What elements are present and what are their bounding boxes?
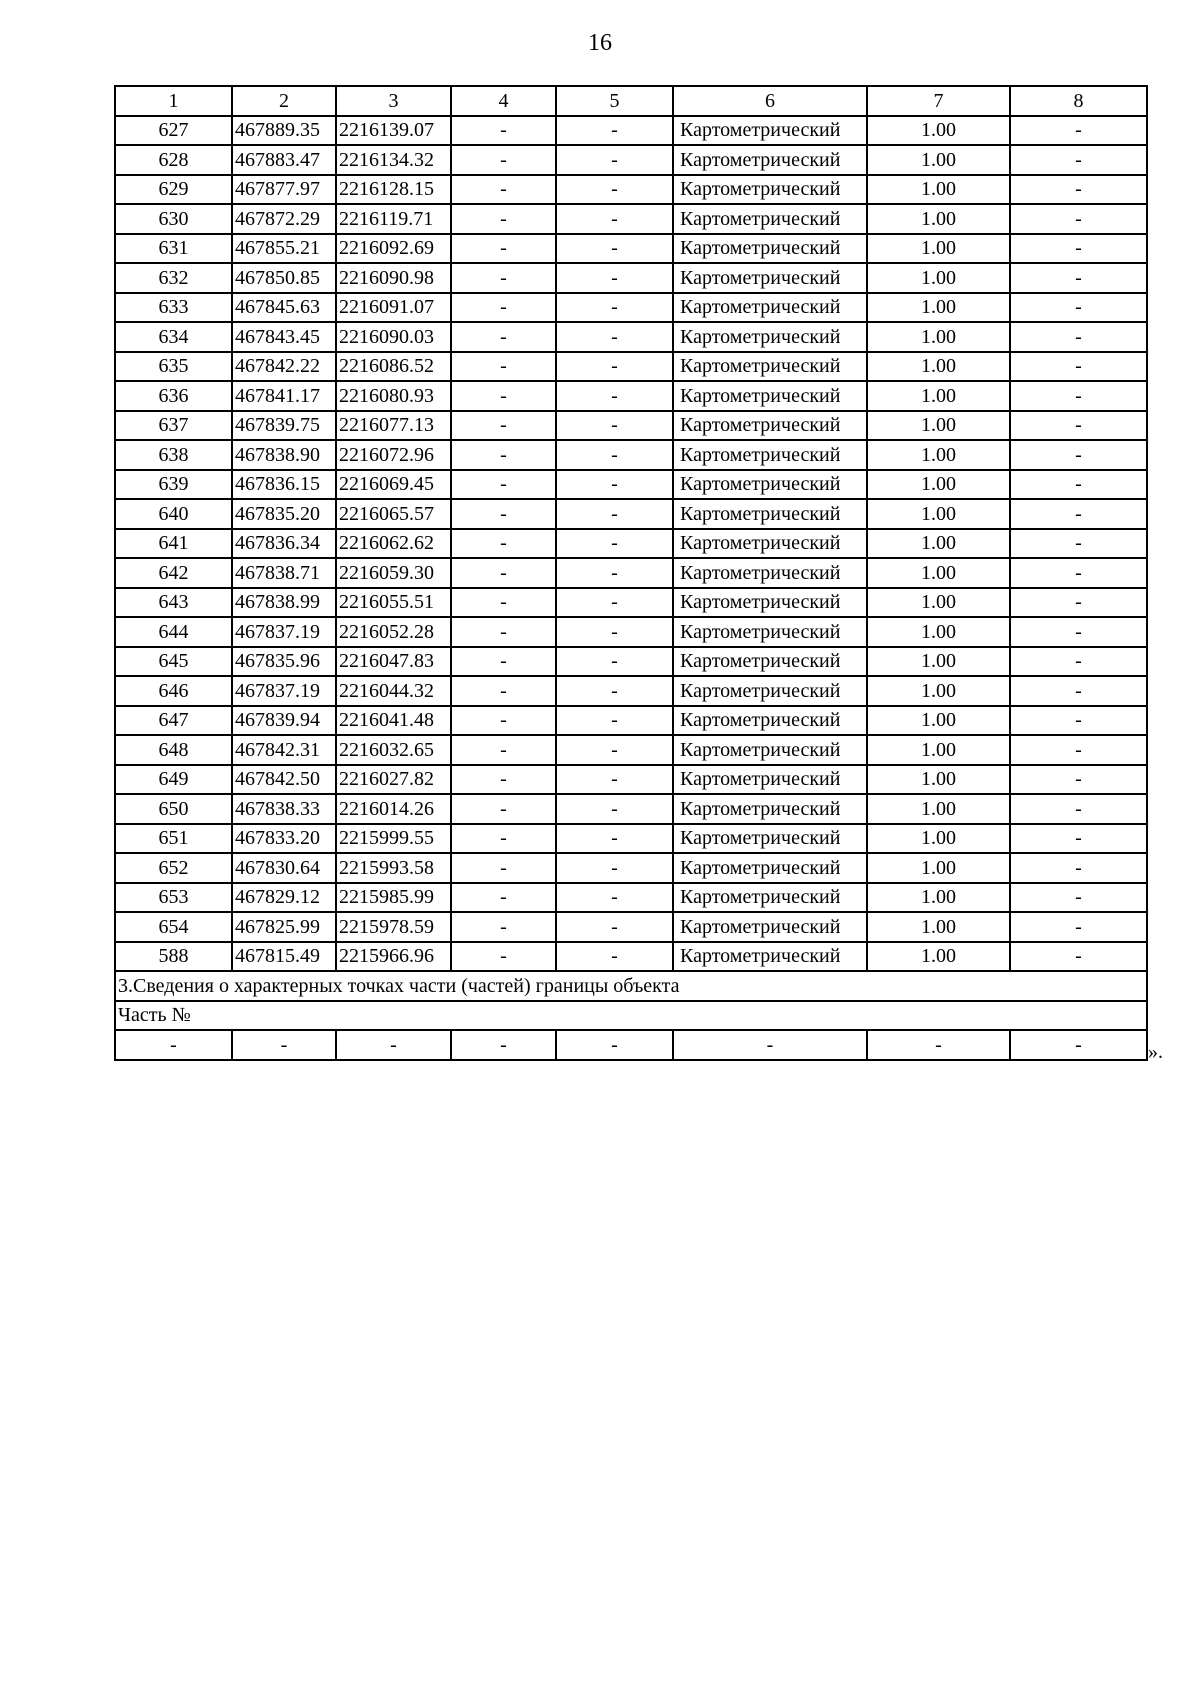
table-cell: - bbox=[336, 1030, 451, 1060]
table-cell: 2216014.26 bbox=[336, 794, 451, 824]
empty-row bbox=[115, 1030, 1147, 1060]
table-cell: - bbox=[451, 647, 556, 677]
table-cell: - bbox=[1010, 588, 1147, 618]
table-cell: 2216062.62 bbox=[336, 529, 451, 559]
table-cell: 467845.63 bbox=[232, 293, 336, 323]
table-row bbox=[115, 234, 1147, 264]
table-cell: 632 bbox=[115, 263, 232, 293]
table-cell: - bbox=[451, 794, 556, 824]
section-row bbox=[115, 971, 1147, 1001]
table-cell: - bbox=[556, 322, 673, 352]
table-cell: - bbox=[1010, 470, 1147, 500]
table-cell: 467842.22 bbox=[232, 352, 336, 382]
table-cell: - bbox=[556, 942, 673, 972]
table-cell: - bbox=[451, 352, 556, 382]
table-cell: 631 bbox=[115, 234, 232, 264]
table-row bbox=[115, 558, 1147, 588]
table-cell: 1.00 bbox=[867, 322, 1010, 352]
table-cell: 1.00 bbox=[867, 942, 1010, 972]
table-cell: 1.00 bbox=[867, 912, 1010, 942]
table-cell: 648 bbox=[115, 735, 232, 765]
table-cell: - bbox=[1010, 942, 1147, 972]
table-cell: - bbox=[1010, 440, 1147, 470]
table-cell: 654 bbox=[115, 912, 232, 942]
header-row bbox=[115, 86, 1147, 116]
table-cell: - bbox=[556, 499, 673, 529]
table-row bbox=[115, 617, 1147, 647]
table-cell: 2216134.32 bbox=[336, 145, 451, 175]
table-cell: - bbox=[451, 765, 556, 795]
header-cell: 1 bbox=[115, 86, 232, 116]
table-cell: Картометрический bbox=[673, 440, 867, 470]
table-cell: - bbox=[556, 824, 673, 854]
table-cell: 1.00 bbox=[867, 204, 1010, 234]
table-row bbox=[115, 853, 1147, 883]
table-cell: 467889.35 bbox=[232, 116, 336, 146]
table-cell: - bbox=[673, 1030, 867, 1060]
table-row bbox=[115, 470, 1147, 500]
table-row bbox=[115, 116, 1147, 146]
table-cell: 2216047.83 bbox=[336, 647, 451, 677]
table-cell: 1.00 bbox=[867, 234, 1010, 264]
table-row bbox=[115, 883, 1147, 913]
table-cell: 2216027.82 bbox=[336, 765, 451, 795]
table-cell: 2215993.58 bbox=[336, 853, 451, 883]
table-row bbox=[115, 588, 1147, 618]
table-cell: 1.00 bbox=[867, 499, 1010, 529]
table-cell: - bbox=[556, 617, 673, 647]
table-row bbox=[115, 381, 1147, 411]
table-cell: - bbox=[1010, 706, 1147, 736]
table-cell: 467838.99 bbox=[232, 588, 336, 618]
table-cell: Картометрический bbox=[673, 322, 867, 352]
table-cell: 2216072.96 bbox=[336, 440, 451, 470]
page-number: 16 bbox=[588, 30, 612, 56]
table-cell: Картометрический bbox=[673, 411, 867, 441]
part-label: Часть № bbox=[115, 1001, 1147, 1031]
table-cell: 467877.97 bbox=[232, 175, 336, 205]
table-cell: Картометрический bbox=[673, 499, 867, 529]
table-cell: - bbox=[1010, 352, 1147, 382]
table-cell: - bbox=[451, 322, 556, 352]
table-cell: 2216041.48 bbox=[336, 706, 451, 736]
table-cell: 467836.15 bbox=[232, 470, 336, 500]
table-cell: - bbox=[451, 824, 556, 854]
table-cell: - bbox=[451, 470, 556, 500]
table-cell: 1.00 bbox=[867, 529, 1010, 559]
table-cell: 467836.34 bbox=[232, 529, 336, 559]
table-cell: - bbox=[556, 883, 673, 913]
table-cell: 2216080.93 bbox=[336, 381, 451, 411]
table-row bbox=[115, 765, 1147, 795]
table-row bbox=[115, 352, 1147, 382]
table-cell: 1.00 bbox=[867, 558, 1010, 588]
table-row bbox=[115, 912, 1147, 942]
table-cell: - bbox=[451, 529, 556, 559]
table-row bbox=[115, 794, 1147, 824]
table-cell: 467825.99 bbox=[232, 912, 336, 942]
table-cell: - bbox=[556, 234, 673, 264]
table-cell: Картометрический bbox=[673, 735, 867, 765]
table-cell: - bbox=[451, 883, 556, 913]
table-cell: 1.00 bbox=[867, 116, 1010, 146]
table-cell: - bbox=[1010, 853, 1147, 883]
table-cell: Картометрический bbox=[673, 558, 867, 588]
table-row bbox=[115, 706, 1147, 736]
table-cell: - bbox=[451, 263, 556, 293]
table-row bbox=[115, 263, 1147, 293]
table-cell: - bbox=[1010, 499, 1147, 529]
table-cell: - bbox=[556, 706, 673, 736]
table-row bbox=[115, 735, 1147, 765]
table-cell: - bbox=[1010, 263, 1147, 293]
table-cell: - bbox=[451, 145, 556, 175]
table-cell: 633 bbox=[115, 293, 232, 323]
table-cell: 1.00 bbox=[867, 352, 1010, 382]
header-cell: 4 bbox=[451, 86, 556, 116]
table-row bbox=[115, 204, 1147, 234]
table-cell: 467838.90 bbox=[232, 440, 336, 470]
table-cell: - bbox=[451, 676, 556, 706]
table-cell: 1.00 bbox=[867, 175, 1010, 205]
table-cell: 2216055.51 bbox=[336, 588, 451, 618]
table-cell: 2216086.52 bbox=[336, 352, 451, 382]
table-cell: 467835.96 bbox=[232, 647, 336, 677]
table-row bbox=[115, 175, 1147, 205]
table-cell: 2216128.15 bbox=[336, 175, 451, 205]
table-cell: - bbox=[115, 1030, 232, 1060]
table-cell: 467850.85 bbox=[232, 263, 336, 293]
table-cell: 642 bbox=[115, 558, 232, 588]
table-cell: - bbox=[1010, 234, 1147, 264]
table-cell: - bbox=[451, 411, 556, 441]
table-cell: - bbox=[556, 1030, 673, 1060]
table-cell: 649 bbox=[115, 765, 232, 795]
table-cell: 467830.64 bbox=[232, 853, 336, 883]
table-cell: - bbox=[556, 558, 673, 588]
table-cell: 467883.47 bbox=[232, 145, 336, 175]
table-cell: 1.00 bbox=[867, 794, 1010, 824]
table-cell: 2215985.99 bbox=[336, 883, 451, 913]
table-cell: 645 bbox=[115, 647, 232, 677]
table-cell: 2215978.59 bbox=[336, 912, 451, 942]
table-cell: Картометрический bbox=[673, 706, 867, 736]
table-cell: - bbox=[451, 558, 556, 588]
table-cell: - bbox=[1010, 145, 1147, 175]
header-cell: 7 bbox=[867, 86, 1010, 116]
table-cell: Картометрический bbox=[673, 794, 867, 824]
table-row bbox=[115, 942, 1147, 972]
table-cell: Картометрический bbox=[673, 470, 867, 500]
table-cell: Картометрический bbox=[673, 883, 867, 913]
table-cell: Картометрический bbox=[673, 175, 867, 205]
table-cell: 1.00 bbox=[867, 617, 1010, 647]
table-cell: - bbox=[556, 440, 673, 470]
table-cell: 467829.12 bbox=[232, 883, 336, 913]
table-cell: - bbox=[556, 263, 673, 293]
table-cell: 1.00 bbox=[867, 883, 1010, 913]
part-row bbox=[115, 1001, 1147, 1031]
table-cell: 467838.71 bbox=[232, 558, 336, 588]
table-cell: Картометрический bbox=[673, 263, 867, 293]
table-cell: 467855.21 bbox=[232, 234, 336, 264]
table-cell: 2216065.57 bbox=[336, 499, 451, 529]
table-cell: 637 bbox=[115, 411, 232, 441]
closing-quote: ». bbox=[1148, 1041, 1163, 1063]
table-cell: 1.00 bbox=[867, 293, 1010, 323]
table-cell: - bbox=[1010, 735, 1147, 765]
table-row bbox=[115, 676, 1147, 706]
table-cell: 467842.31 bbox=[232, 735, 336, 765]
table-cell: Картометрический bbox=[673, 912, 867, 942]
table-cell: 643 bbox=[115, 588, 232, 618]
table-cell: - bbox=[1010, 912, 1147, 942]
table-cell: - bbox=[556, 352, 673, 382]
table-cell: - bbox=[451, 204, 556, 234]
table-cell: - bbox=[1010, 558, 1147, 588]
table-cell: - bbox=[451, 499, 556, 529]
table-row bbox=[115, 824, 1147, 854]
table-cell: Картометрический bbox=[673, 352, 867, 382]
table-cell: - bbox=[451, 942, 556, 972]
table-cell: 630 bbox=[115, 204, 232, 234]
table-cell: 2216052.28 bbox=[336, 617, 451, 647]
table-cell: - bbox=[556, 853, 673, 883]
table-cell: 1.00 bbox=[867, 647, 1010, 677]
table-cell: 653 bbox=[115, 883, 232, 913]
table-cell: - bbox=[556, 411, 673, 441]
table-cell: 467837.19 bbox=[232, 676, 336, 706]
table-cell: 652 bbox=[115, 853, 232, 883]
table-cell: - bbox=[556, 381, 673, 411]
table-cell: - bbox=[556, 470, 673, 500]
table-cell: - bbox=[1010, 529, 1147, 559]
table-cell: 1.00 bbox=[867, 706, 1010, 736]
table-row bbox=[115, 440, 1147, 470]
table-row bbox=[115, 529, 1147, 559]
header-cell: 5 bbox=[556, 86, 673, 116]
table-cell: - bbox=[451, 735, 556, 765]
table-cell: 638 bbox=[115, 440, 232, 470]
table-cell: 640 bbox=[115, 499, 232, 529]
table-cell: 467835.20 bbox=[232, 499, 336, 529]
table-cell: 1.00 bbox=[867, 735, 1010, 765]
table-cell: - bbox=[1010, 293, 1147, 323]
table-cell: 2216059.30 bbox=[336, 558, 451, 588]
table-cell: - bbox=[1010, 647, 1147, 677]
table-cell: 1.00 bbox=[867, 853, 1010, 883]
table-cell: - bbox=[451, 381, 556, 411]
table-cell: 1.00 bbox=[867, 440, 1010, 470]
table-cell: 644 bbox=[115, 617, 232, 647]
table-row bbox=[115, 647, 1147, 677]
table-cell: 646 bbox=[115, 676, 232, 706]
table-cell: 650 bbox=[115, 794, 232, 824]
table-cell: - bbox=[451, 588, 556, 618]
table-cell: - bbox=[556, 765, 673, 795]
table-cell: 2216119.71 bbox=[336, 204, 451, 234]
table-cell: - bbox=[556, 116, 673, 146]
table-cell: - bbox=[451, 175, 556, 205]
table-cell: - bbox=[1010, 1030, 1147, 1060]
table-cell: 467815.49 bbox=[232, 942, 336, 972]
table-cell: - bbox=[1010, 676, 1147, 706]
table-cell: - bbox=[556, 735, 673, 765]
coordinates-table bbox=[114, 85, 1148, 1061]
table-row bbox=[115, 293, 1147, 323]
table-cell: 2215966.96 bbox=[336, 942, 451, 972]
section-title: 3.Сведения о характерных точках части (частей) границы объекта bbox=[115, 971, 1147, 1001]
table-cell: - bbox=[451, 116, 556, 146]
table-cell: 1.00 bbox=[867, 470, 1010, 500]
table-cell: 467838.33 bbox=[232, 794, 336, 824]
table-cell: 2216139.07 bbox=[336, 116, 451, 146]
table-cell: - bbox=[451, 706, 556, 736]
table-cell: 2216091.07 bbox=[336, 293, 451, 323]
table-cell: 1.00 bbox=[867, 263, 1010, 293]
table-cell: 639 bbox=[115, 470, 232, 500]
table-cell: - bbox=[451, 234, 556, 264]
header-cell: 2 bbox=[232, 86, 336, 116]
table-cell: 1.00 bbox=[867, 824, 1010, 854]
table-cell: Картометрический bbox=[673, 145, 867, 175]
table-row bbox=[115, 499, 1147, 529]
table-cell: 1.00 bbox=[867, 411, 1010, 441]
table-cell: - bbox=[1010, 617, 1147, 647]
table-cell: - bbox=[451, 912, 556, 942]
table-cell: 2216092.69 bbox=[336, 234, 451, 264]
table-cell: - bbox=[556, 529, 673, 559]
table-cell: 588 bbox=[115, 942, 232, 972]
table-cell: 467833.20 bbox=[232, 824, 336, 854]
table-cell: 1.00 bbox=[867, 381, 1010, 411]
table-cell: Картометрический bbox=[673, 381, 867, 411]
table-cell: - bbox=[556, 293, 673, 323]
table-cell: - bbox=[1010, 175, 1147, 205]
table-cell: 1.00 bbox=[867, 145, 1010, 175]
table-cell: 467842.50 bbox=[232, 765, 336, 795]
table-cell: Картометрический bbox=[673, 853, 867, 883]
table-cell: 467872.29 bbox=[232, 204, 336, 234]
table-cell: - bbox=[1010, 765, 1147, 795]
table-cell: Картометрический bbox=[673, 676, 867, 706]
table-cell: Картометрический bbox=[673, 942, 867, 972]
table-cell: 2216090.98 bbox=[336, 263, 451, 293]
table-cell: Картометрический bbox=[673, 765, 867, 795]
table-cell: - bbox=[451, 853, 556, 883]
table-cell: - bbox=[451, 440, 556, 470]
table-cell: Картометрический bbox=[673, 617, 867, 647]
table-cell: - bbox=[556, 204, 673, 234]
table-cell: 2216069.45 bbox=[336, 470, 451, 500]
table-cell: - bbox=[556, 647, 673, 677]
table-cell: - bbox=[1010, 322, 1147, 352]
table-cell: 467837.19 bbox=[232, 617, 336, 647]
table-cell: - bbox=[232, 1030, 336, 1060]
table-cell: 629 bbox=[115, 175, 232, 205]
table-cell: Картометрический bbox=[673, 234, 867, 264]
table-cell: 627 bbox=[115, 116, 232, 146]
table-cell: 1.00 bbox=[867, 588, 1010, 618]
table-cell: 628 bbox=[115, 145, 232, 175]
table-cell: - bbox=[867, 1030, 1010, 1060]
table-cell: - bbox=[1010, 204, 1147, 234]
header-cell: 8 bbox=[1010, 86, 1147, 116]
table-cell: - bbox=[556, 145, 673, 175]
table-cell: - bbox=[1010, 883, 1147, 913]
table-cell: 2216077.13 bbox=[336, 411, 451, 441]
table-cell: - bbox=[1010, 116, 1147, 146]
table-row bbox=[115, 322, 1147, 352]
table-cell: - bbox=[451, 1030, 556, 1060]
table-cell: - bbox=[556, 175, 673, 205]
table-cell: 1.00 bbox=[867, 676, 1010, 706]
table-cell: Картометрический bbox=[673, 824, 867, 854]
table-cell: - bbox=[1010, 824, 1147, 854]
table-cell: - bbox=[451, 293, 556, 323]
table-cell: 2216032.65 bbox=[336, 735, 451, 765]
table-cell: 1.00 bbox=[867, 765, 1010, 795]
table-cell: 634 bbox=[115, 322, 232, 352]
table-cell: - bbox=[556, 588, 673, 618]
table-cell: 2216044.32 bbox=[336, 676, 451, 706]
table-cell: Картометрический bbox=[673, 293, 867, 323]
table-cell: 2216090.03 bbox=[336, 322, 451, 352]
table-cell: Картометрический bbox=[673, 588, 867, 618]
table-cell: - bbox=[1010, 794, 1147, 824]
table-cell: 641 bbox=[115, 529, 232, 559]
table-cell: - bbox=[556, 794, 673, 824]
table-cell: 467839.75 bbox=[232, 411, 336, 441]
table-cell: - bbox=[451, 617, 556, 647]
table-cell: 651 bbox=[115, 824, 232, 854]
table-row bbox=[115, 411, 1147, 441]
table-cell: 635 bbox=[115, 352, 232, 382]
table-cell: - bbox=[556, 912, 673, 942]
table-cell: - bbox=[556, 676, 673, 706]
table-cell: 467843.45 bbox=[232, 322, 336, 352]
table-cell: Картометрический bbox=[673, 529, 867, 559]
table-row bbox=[115, 145, 1147, 175]
header-cell: 6 bbox=[673, 86, 867, 116]
table-cell: 467839.94 bbox=[232, 706, 336, 736]
table-cell: 636 bbox=[115, 381, 232, 411]
header-cell: 3 bbox=[336, 86, 451, 116]
table-cell: Картометрический bbox=[673, 116, 867, 146]
table-cell: 2215999.55 bbox=[336, 824, 451, 854]
table-cell: - bbox=[1010, 381, 1147, 411]
table-cell: 467841.17 bbox=[232, 381, 336, 411]
table-cell: - bbox=[1010, 411, 1147, 441]
table-cell: 647 bbox=[115, 706, 232, 736]
table-cell: Картометрический bbox=[673, 647, 867, 677]
table-cell: Картометрический bbox=[673, 204, 867, 234]
